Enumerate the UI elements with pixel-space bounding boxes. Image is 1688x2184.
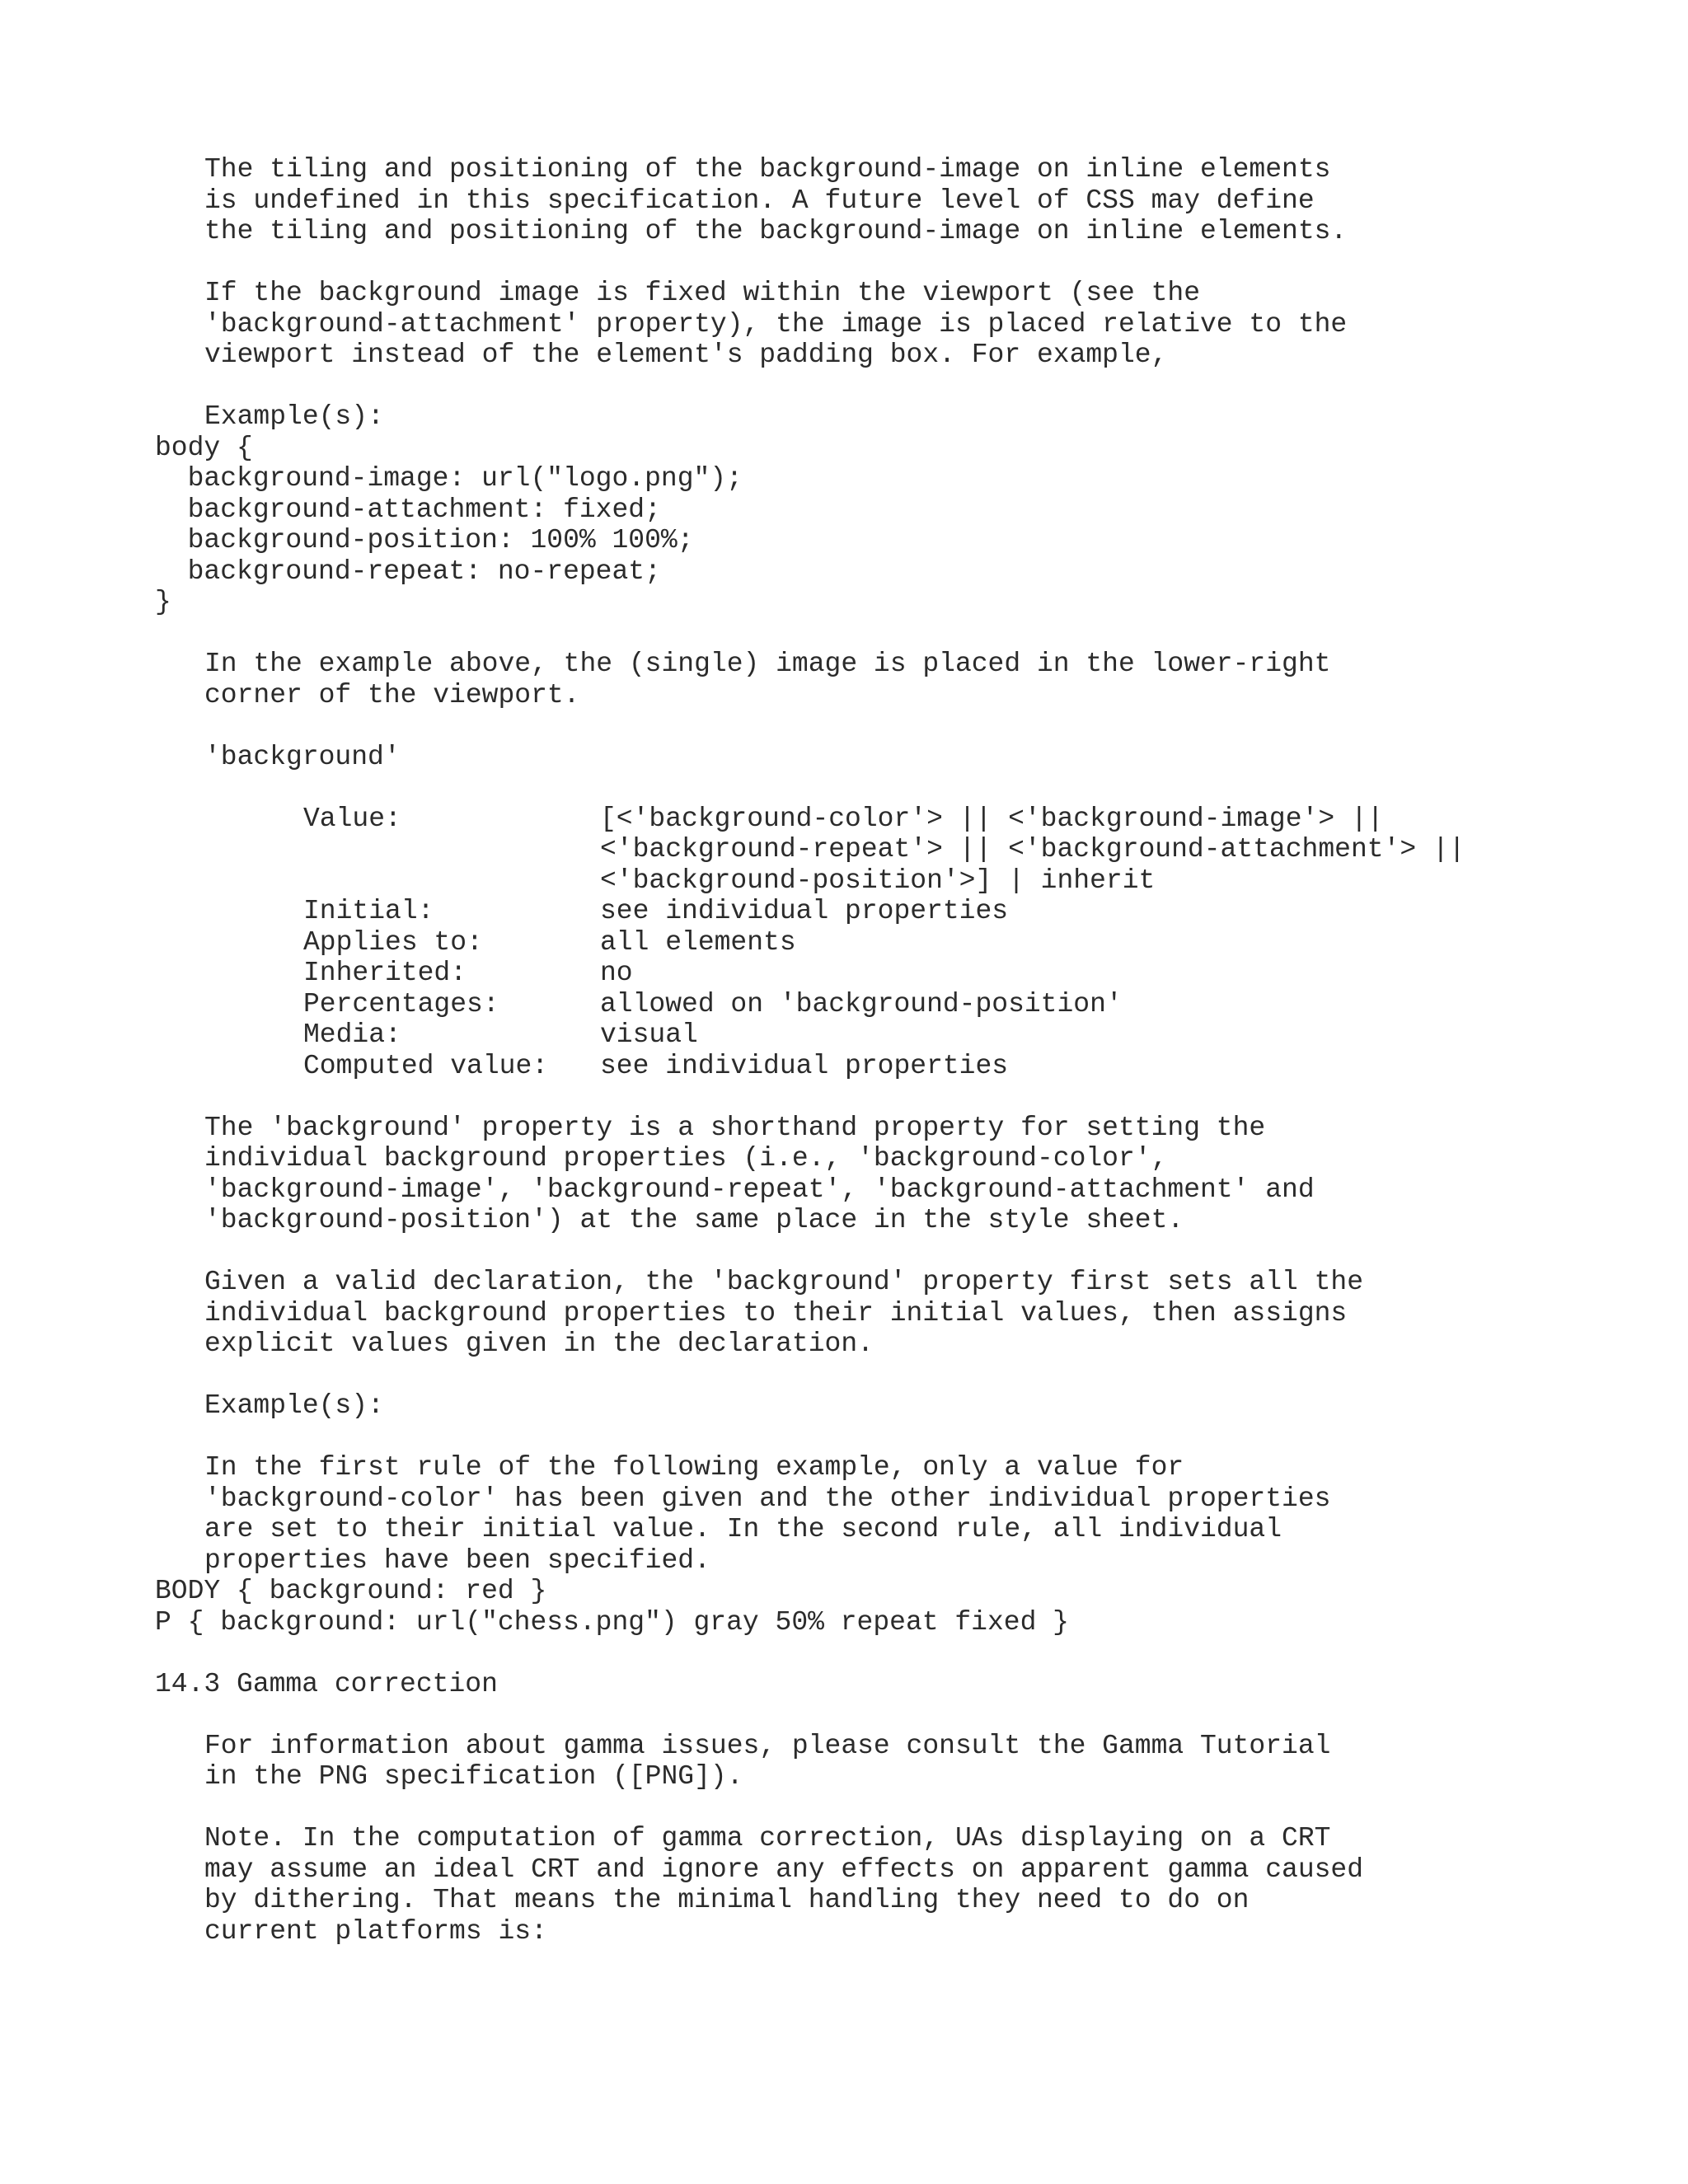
- code-line: BODY { background: red }: [155, 1576, 547, 1606]
- text-line: viewport instead of the element's padding box. For example,: [204, 340, 1168, 370]
- property-value: allowed on 'background-position': [600, 989, 1123, 1019]
- property-label: Percentages:: [303, 989, 499, 1019]
- text-line: 'background-position') at the same place in the style sheet.: [204, 1205, 1184, 1235]
- property-value: no: [600, 958, 633, 988]
- text-line: 'background-image', 'background-repeat', 'background-attachment' and: [204, 1174, 1315, 1205]
- property-value: see individual properties: [600, 1051, 1009, 1081]
- text-line: The 'background' property is a shorthand property for setting the: [204, 1113, 1266, 1143]
- text-line: explicit values given in the declaration.: [204, 1329, 874, 1359]
- code-line: background-repeat: no-repeat;: [155, 556, 661, 587]
- property-label: Media:: [303, 1019, 401, 1050]
- text-line: In the example above, the (single) image is placed in the lower-right: [204, 649, 1331, 679]
- property-label: Inherited:: [303, 958, 467, 988]
- property-name: 'background': [204, 742, 401, 772]
- text-line: corner of the viewport.: [204, 680, 580, 710]
- text-line: 'background-attachment' property), the image is placed relative to the: [204, 309, 1348, 340]
- text-line: The tiling and positioning of the background-image on inline elements: [204, 154, 1331, 185]
- property-value: visual: [600, 1019, 698, 1050]
- property-label: Applies to:: [303, 927, 483, 958]
- property-value: all elements: [600, 927, 796, 958]
- text-line: individual background properties (i.e., 'background-color',: [204, 1143, 1168, 1174]
- text-line: properties have been specified.: [204, 1545, 710, 1576]
- text-line: Note. In the computation of gamma correction, UAs displaying on a CRT: [204, 1823, 1331, 1854]
- example-label: Example(s):: [204, 401, 384, 432]
- text-line: are set to their initial value. In the second rule, all individual: [204, 1514, 1282, 1544]
- text-line: the tiling and positioning of the background-image on inline elements.: [204, 216, 1348, 246]
- text-line: is undefined in this specification. A future level of CSS may define: [204, 185, 1315, 216]
- section-heading: 14.3 Gamma correction: [155, 1669, 498, 1699]
- property-label: Initial:: [303, 896, 434, 926]
- text-line: 'background-color' has been given and the other individual properties: [204, 1483, 1331, 1514]
- code-line: background-attachment: fixed;: [155, 494, 661, 525]
- text-line: may assume an ideal CRT and ignore any effects on apparent gamma caused: [204, 1854, 1364, 1885]
- text-line: current platforms is:: [204, 1916, 547, 1947]
- code-line: background-position: 100% 100%;: [155, 525, 694, 555]
- code-line: P { background: url("chess.png") gray 50% repeat fixed }: [155, 1607, 1069, 1638]
- text-line: For information about gamma issues, please consult the Gamma Tutorial: [204, 1731, 1331, 1761]
- property-label: Computed value:: [303, 1051, 549, 1081]
- property-label-value: Value:: [303, 804, 401, 834]
- code-line: body {: [155, 433, 253, 463]
- example-label: Example(s):: [204, 1390, 384, 1421]
- property-value: see individual properties: [600, 896, 1009, 926]
- text-line: by dithering. That means the minimal handling they need to do on: [204, 1885, 1250, 1915]
- code-line: }: [155, 587, 171, 617]
- text-line: in the PNG specification ([PNG]).: [204, 1761, 743, 1792]
- property-value-line: [<'background-color'> || <'background-image'> ||: [600, 804, 1384, 834]
- text-line: individual background properties to their initial values, then assigns: [204, 1298, 1348, 1329]
- text-line: If the background image is fixed within the viewport (see the: [204, 278, 1200, 308]
- text-line: In the first rule of the following example, only a value for: [204, 1452, 1184, 1483]
- text-line: Given a valid declaration, the 'background' property first sets all the: [204, 1267, 1364, 1297]
- property-value-line: <'background-repeat'> || <'background-attachment'> ||: [600, 834, 1465, 865]
- code-line: background-image: url("logo.png");: [155, 463, 743, 494]
- property-value-line: <'background-position'>] | inherit: [600, 865, 1156, 896]
